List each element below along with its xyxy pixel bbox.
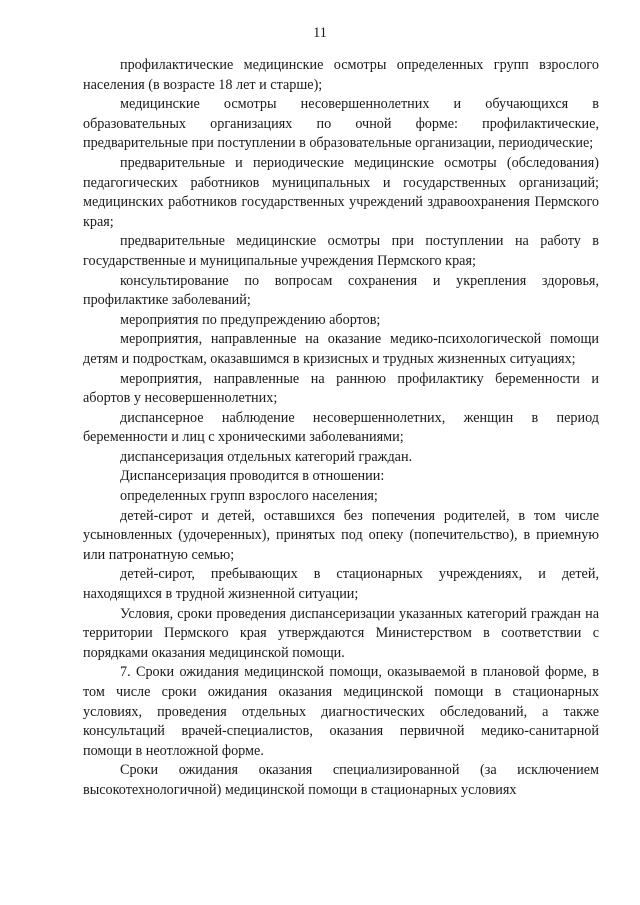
document-body — [83, 56, 599, 801]
paragraph-employment-exams: предварительные медицинские осмотры при поступлении на работу в государственные и муниципальные учреждения Пермского края; — [83, 233, 599, 269]
paragraph-health-consulting: консультирование по вопросам сохранения и укрепления здоровья, профилактике заболеваний; — [83, 272, 599, 309]
paragraph-preventive-exams-adults: профилактические медицинские осмотры определенных групп взрослого населения (в возрасте 18 лет и старше); — [83, 57, 599, 93]
paragraph-dispensarization-categories: диспансеризация отдельных категорий граждан. — [120, 448, 413, 465]
paragraph-section-7-waiting-times: 7. Сроки ожидания медицинской помощи, оказываемой в плановой форме, в том числе сроки ожидания оказания медицинской помощи в стационарных условиях, проведения отдельных диагностических обследований, а также консультаций врачей-специалистов, оказания первичной медико-санитарной помощи в неотложной форме. — [83, 664, 599, 759]
paragraph-psychological-help: мероприятия, направленные на оказание медико-психологической помощи детям и подросткам, оказавшимся в кризисных и трудных жизненных ситуациях; — [83, 331, 599, 367]
paragraph-orphans-without-care: детей-сирот и детей, оставшихся без попечения родителей, в том числе усыновленных (удочеренных), принятых под опеку (попечительство), в приемную или патронатную семью; — [83, 507, 599, 563]
paragraph-early-pregnancy-prevention: мероприятия, направленные на раннюю профилактику беременности и абортов у несовершеннолетних; — [83, 370, 599, 407]
paragraph-abortion-prevention: мероприятия по предупреждению абортов; — [120, 311, 381, 328]
paragraph-orphans-in-institutions: детей-сирот, пребывающих в стационарных учреждениях, и детей, находящихся в трудной жизненной ситуации; — [83, 566, 599, 603]
paragraph-specialized-care-waiting: Сроки ожидания оказания специализированной (за исключением высокотехнологичной) медицинской помощи в стационарных условиях — [83, 762, 599, 798]
paragraph-adult-groups: определенных групп взрослого населения; — [120, 488, 378, 505]
paragraph-teachers-medics-exams: предварительные и периодические медицинские осмотры (обследования) педагогических работников муниципальных и государственных организаций; медицинских работников государственных учреждений здравоохранения Пермского края; — [83, 154, 599, 230]
paragraph-minors-exams: медицинские осмотры несовершеннолетних и обучающихся в образовательных организациях по очной форме: профилактические, предварительные при поступлении в образовательные организации, периодические; — [83, 96, 599, 152]
paragraph-conditions-terms: Условия, сроки проведения диспансеризации указанных категорий граждан на территории Пермского края утверждаются Министерством в соответствии с порядками оказания медицинской помощи. — [83, 605, 599, 661]
paragraph-dispensary-observation: диспансерное наблюдение несовершеннолетних, женщин в период беременности и лиц с хроническими заболеваниями; — [83, 409, 599, 446]
paragraph-dispensarization-intro: Диспансеризация проводится в отношении: — [120, 468, 385, 485]
page-number: 11 — [313, 25, 327, 41]
